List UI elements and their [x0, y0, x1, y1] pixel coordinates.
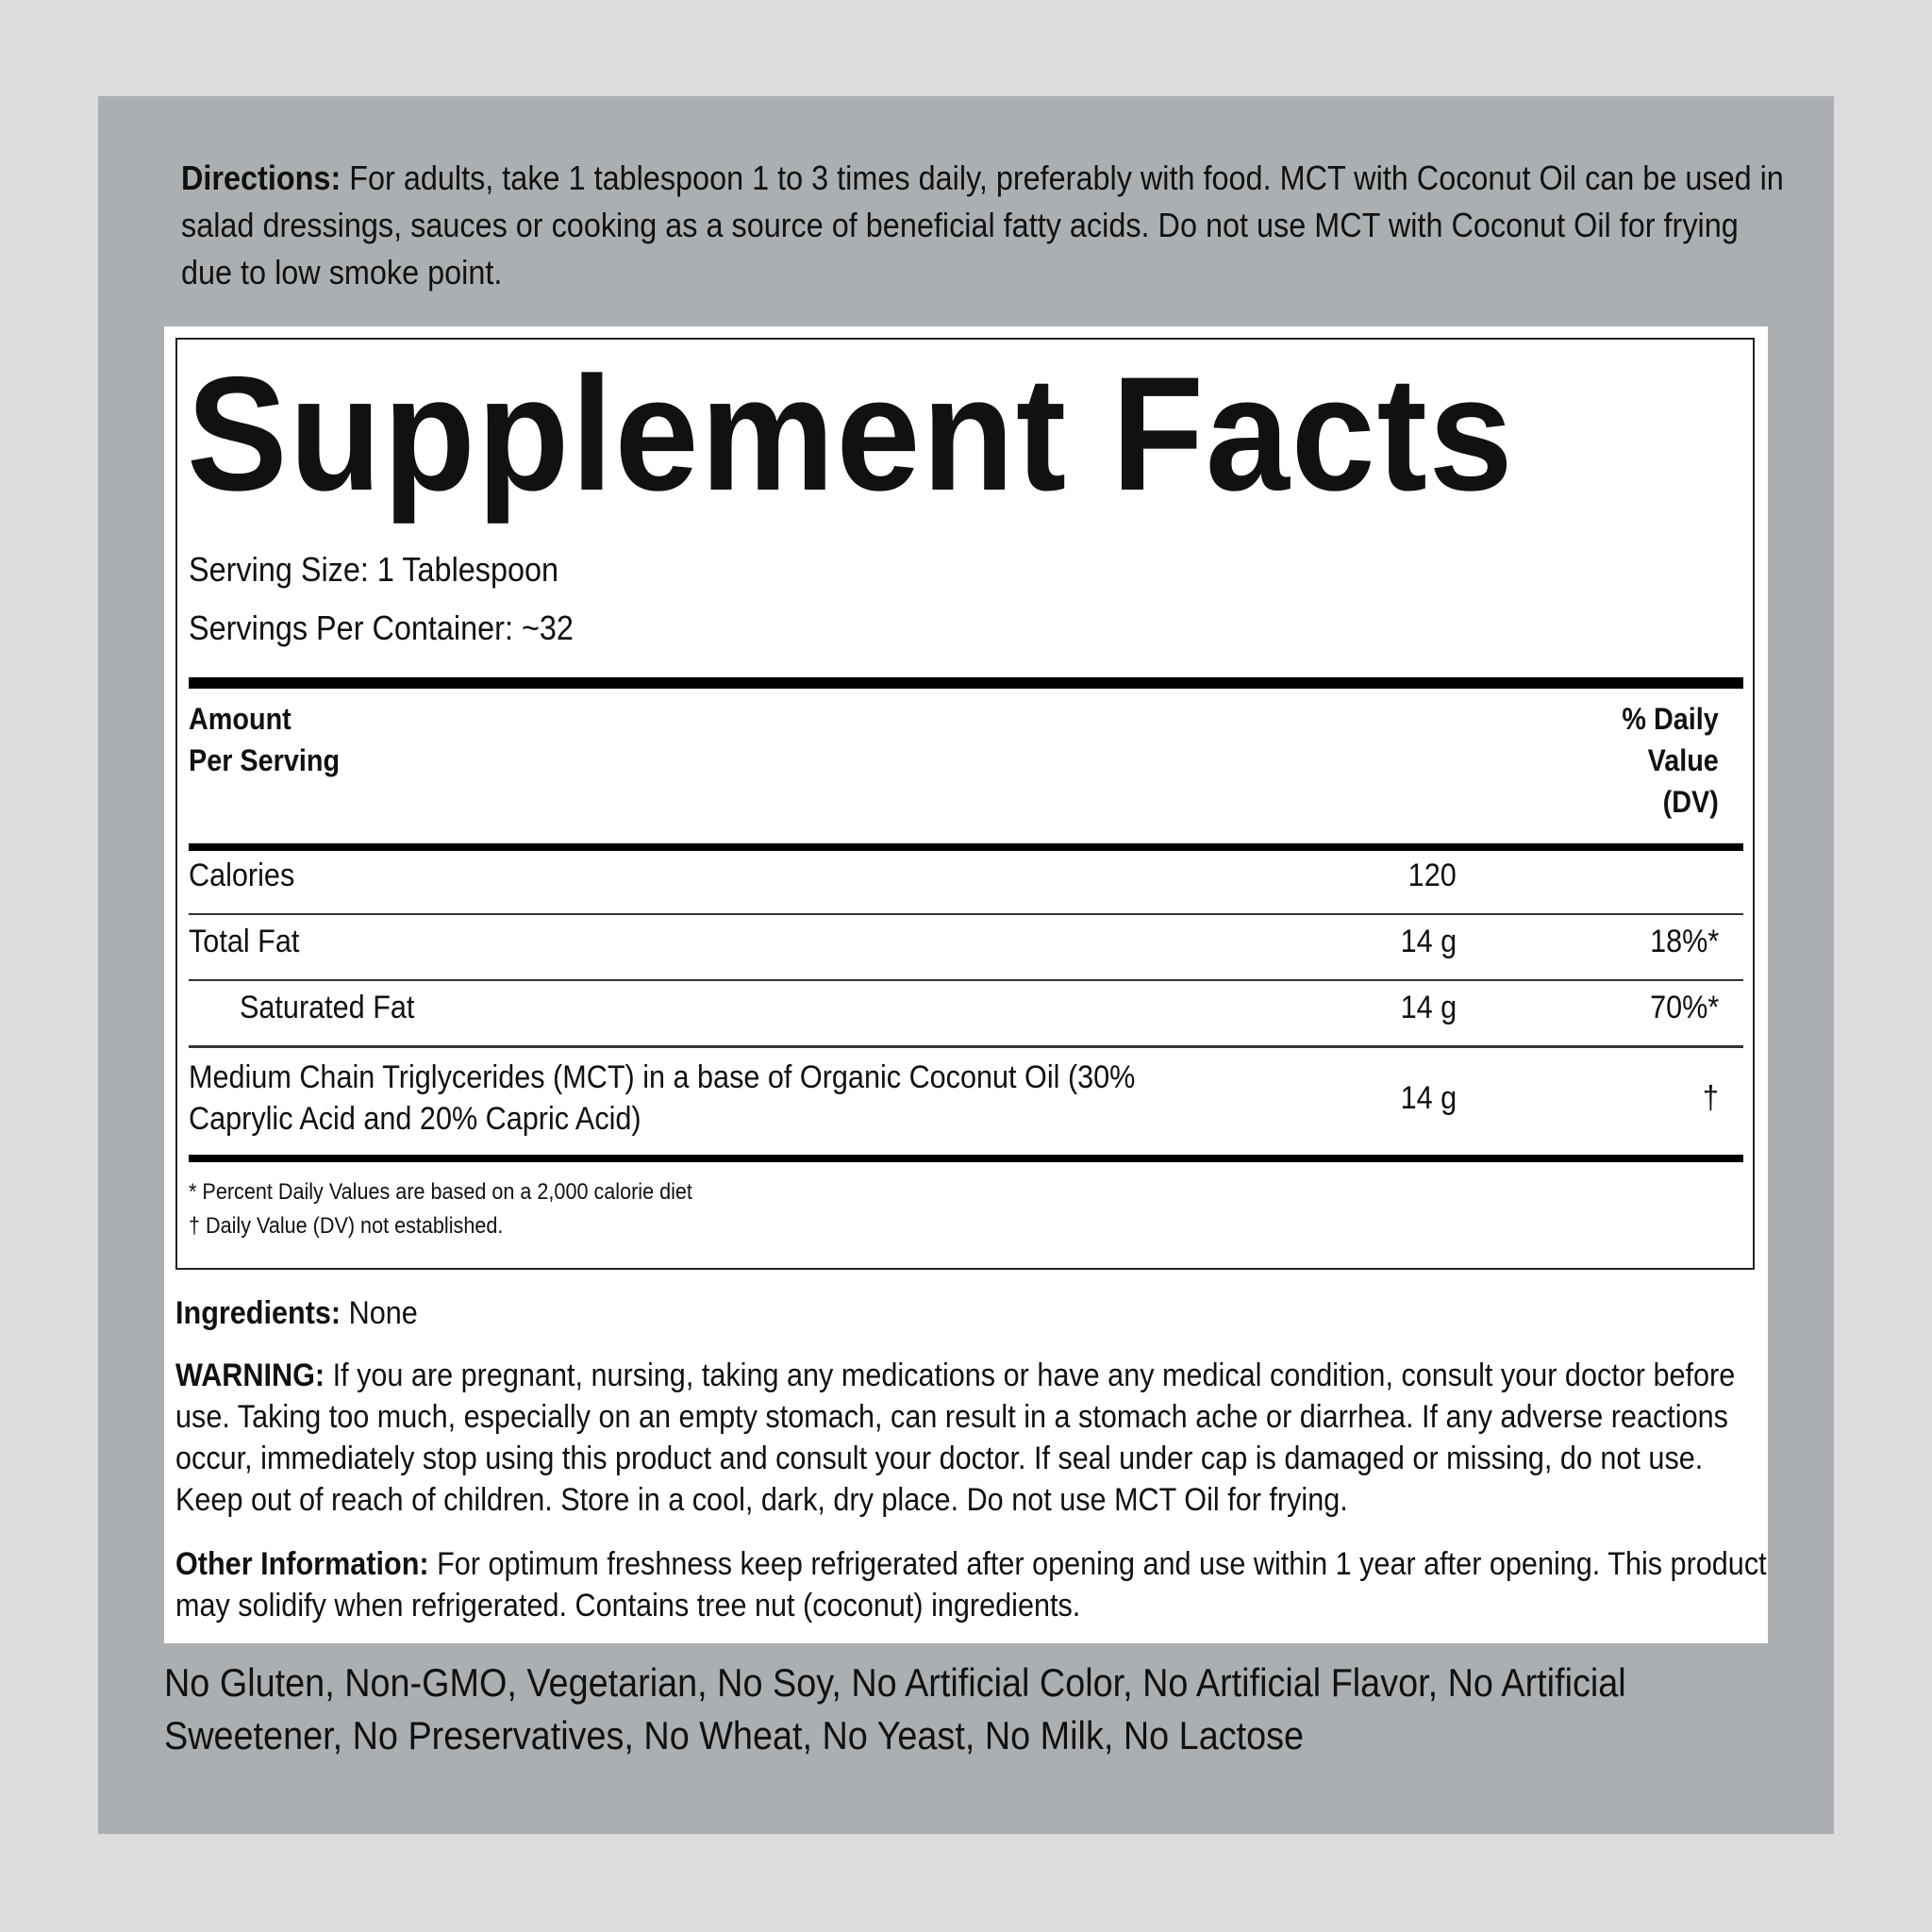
free-from-claims: No Gluten, Non-GMO, Vegetarian, No Soy, No Artificial Color, No Artificial Flavor, No Artificial Sweetener, No Preservatives, No Wheat, No Yeast, No Milk, No Lactose: [164, 1660, 1626, 1757]
row-mct-amount: 14 g: [1400, 1080, 1457, 1116]
thick-divider: [189, 677, 1743, 689]
row-saturated-fat-name: Saturated Fat: [240, 990, 415, 1025]
row-total-fat-name: Total Fat: [189, 924, 300, 959]
warning-text: [175, 1355, 1772, 1521]
bottom-divider: [189, 1155, 1743, 1162]
other-information-body: For optimum freshness keep refrigerated after opening and use within 1 year after opening. This product may solidify when refrigerated. Contains tree nut (coconut) ingredients.: [175, 1546, 1767, 1624]
row-divider: [189, 1045, 1743, 1048]
other-information-label: Other Information:: [175, 1546, 429, 1582]
row-mct-name-line1: Medium Chain Triglycerides (MCT) in a base of Organic Coconut Oil (30%: [189, 1059, 1136, 1095]
medium-divider: [189, 843, 1743, 851]
header-per-serving: Per Serving: [189, 743, 341, 777]
row-total-fat-dv: 18%*: [1649, 924, 1719, 959]
header-amount: Amount: [189, 702, 291, 736]
amount-per-serving-header: [189, 698, 340, 781]
servings-per-container: Servings Per Container: ~32: [189, 608, 574, 647]
row-mct-dv: †: [1702, 1080, 1719, 1116]
supplement-facts-panel: [175, 338, 1755, 1270]
footnote-dv-not-established: † Daily Value (DV) not established.: [189, 1213, 504, 1239]
serving-size: Serving Size: 1 Tablespoon: [189, 550, 559, 589]
row-total-fat-amount: 14 g: [1400, 924, 1457, 959]
row-saturated-fat-amount: 14 g: [1400, 990, 1457, 1025]
warning-body: If you are pregnant, nursing, taking any medications or have any medical condition, consult your doctor before use. Taking too much, especially on an empty stomach, can result in a stomach ache or diarrhea. If any adverse reactions occur, immediately stop using this product and consult your doctor. If seal under cap is damaged or missing, do not use. Keep out of reach of children. Store in a cool, dark, dry place. Do not use MCT Oil for frying.: [175, 1357, 1736, 1518]
row-mct-name-line2: Caprylic Acid and 20% Capric Acid): [189, 1101, 641, 1137]
facts-title: Supplement Facts: [187, 343, 1515, 525]
directions-label: Directions:: [181, 158, 341, 197]
directions-text: [181, 155, 1794, 296]
row-calories-name: Calories: [189, 858, 295, 893]
other-information-text: [175, 1543, 1772, 1626]
ingredients-label: Ingredients:: [175, 1295, 341, 1331]
label-panel: [98, 96, 1834, 1834]
footnote-daily-values: * Percent Daily Values are based on a 2,000 calorie diet: [189, 1179, 692, 1205]
row-divider: [189, 913, 1743, 915]
header-daily: % Daily: [1622, 702, 1719, 736]
row-saturated-fat-dv: 70%*: [1649, 990, 1719, 1025]
info-box: [164, 326, 1768, 1643]
directions-body: For adults, take 1 tablespoon 1 to 3 times daily, preferably with food. MCT with Coconut Oil can be used in salad dressings, sauces or cooking as a source of beneficial fatty acids. Do not use MCT with Coconut Oil for frying due to low smoke point.: [181, 158, 1784, 291]
row-calories-amount: 120: [1407, 858, 1457, 893]
ingredients-body: None: [341, 1295, 418, 1331]
warning-label: WARNING:: [175, 1357, 325, 1393]
ingredients-text: [175, 1292, 1772, 1334]
row-divider: [189, 979, 1743, 981]
header-dv: (DV): [1662, 785, 1719, 819]
header-value: Value: [1647, 743, 1719, 777]
daily-value-header: [1623, 698, 1719, 823]
